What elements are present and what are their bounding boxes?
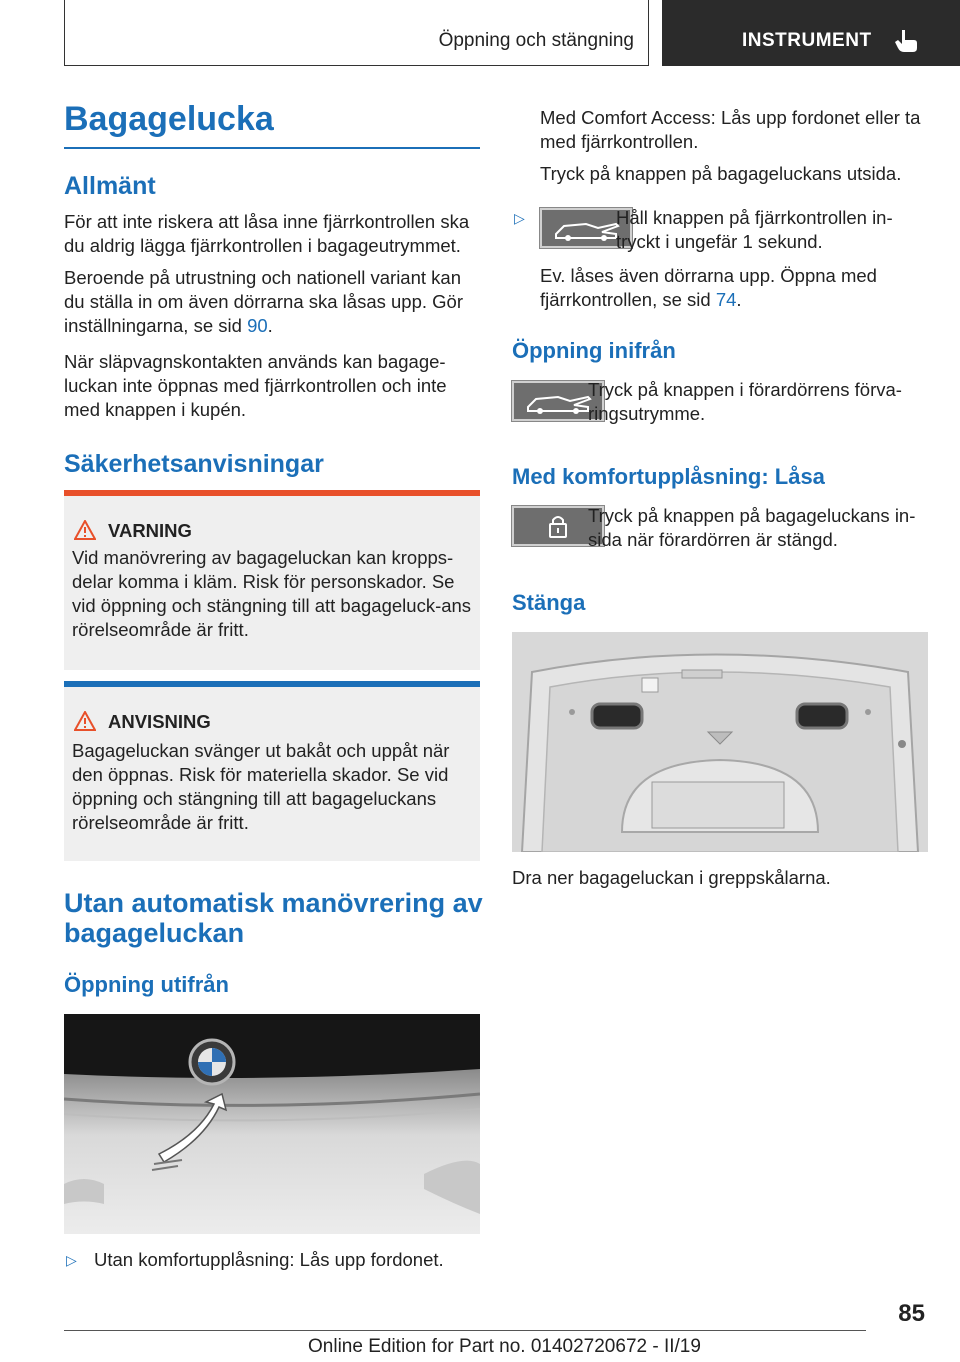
notice-triangle-icon (74, 711, 96, 731)
header-tab[interactable] (662, 0, 960, 66)
photo-trunk-interior (512, 632, 928, 852)
inside-button-text: Tryck på knappen i förardörrens förva-ringsutrymme. (588, 379, 902, 424)
warning-bar (64, 490, 480, 496)
general-para-1: För att inte riskera att låsa inne fjärrkontrollen ska du aldrig lägga fjärrkontrollen i bagageutrymmet. (64, 211, 470, 256)
step-unlock-vehicle: Utan komfortupplåsning: Lås upp fordonet. (94, 1249, 444, 1270)
step-arrow-icon-2: ▷ (514, 210, 525, 226)
doors-unlock-text (540, 264, 930, 312)
page-number: 85 (898, 1300, 925, 1327)
header-section-title: Öppning och stängning (438, 30, 634, 51)
notice-bar (64, 681, 480, 687)
heading-close: Stänga (512, 590, 586, 615)
warning-box (64, 490, 480, 670)
page-link-74[interactable]: 74 (715, 289, 737, 310)
photo-trunk-exterior (64, 1014, 480, 1234)
comfort-access-text: Med Comfort Access: Lås upp fordonet eller ta med fjärrkontrollen. (540, 107, 921, 152)
header-tab-label: INSTRUMENT (742, 30, 872, 51)
warning-label: VARNING (108, 520, 192, 541)
heading-manual: Utan automatisk manövrering av bagageluckan (64, 888, 483, 948)
notice-label: ANVISNING (108, 711, 211, 732)
general-para-2-text: Beroende på utrustning och nationell variant kan du ställa in om även dörrarna ska låsas upp. Gör inställningarna, se sid (64, 267, 463, 336)
header-section-box (64, 0, 649, 66)
footer-divider (64, 1330, 866, 1331)
pointing-hand-icon (892, 26, 920, 54)
footer-edition: Online Edition for Part no. 01402720672 - II/19 (308, 1336, 701, 1357)
warning-text: Vid manövrering av bagageluckan kan kropps-delar komma i kläm. Risk för personskador. Se vid öppning och stängning till att bagageluck-ans rörelseområde är fritt. (72, 547, 472, 640)
general-para-2 (64, 266, 482, 338)
heading-general: Allmänt (64, 172, 156, 200)
heading-safety: Säkerhetsanvisningar (64, 450, 324, 478)
trunk-interior-illustration (512, 632, 928, 852)
title-divider (64, 147, 480, 149)
general-para-2-end: . (267, 315, 273, 336)
heading-open-outside: Öppning utifrån (64, 972, 229, 997)
trunk-exterior-illustration (64, 1014, 480, 1234)
heading-comfort-lock: Med komfortupplåsning: Låsa (512, 464, 825, 489)
doors-unlock-text-main: Ev. låses även dörrarna upp. Öppna med fjärrkontrollen, se sid (540, 265, 877, 310)
notice-text: Bagageluckan svänger ut bakåt och uppåt när den öppnas. Risk för materiella skador. Se vid öppning och stängning till att bagageluckans rörelseområde är fritt. (72, 740, 450, 833)
doors-unlock-text-end: . (736, 289, 742, 310)
heading-open-inside: Öppning inifrån (512, 338, 676, 363)
page-link-90[interactable]: 90 (247, 315, 268, 336)
step-arrow-icon: ▷ (66, 1252, 77, 1268)
page-title: Bagagelucka (64, 100, 274, 138)
notice-box (64, 681, 480, 861)
press-outside-button-text: Tryck på knappen på bagageluckans utsida. (540, 163, 902, 184)
warning-triangle-icon (74, 520, 96, 540)
close-caption: Dra ner bagageluckan i greppskålarna. (512, 867, 831, 888)
hold-remote-button-text: Håll knappen på fjärrkontrollen in-tryckt i ungefär 1 sekund. (616, 207, 893, 252)
comfort-lock-text: Tryck på knappen på bagageluckans in-sida när förardörren är stängd. (588, 505, 916, 550)
general-para-3: När släpvagnskontakten används kan bagage-luckan inte öppnas med fjärrkontrollen och inte med knappen i kupén. (64, 351, 447, 420)
